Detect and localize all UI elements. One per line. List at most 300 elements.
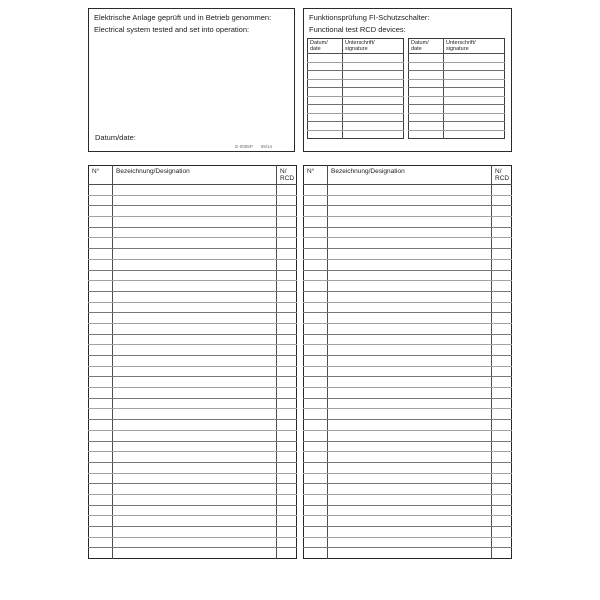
empty-cell: [304, 420, 328, 431]
empty-cell: [328, 217, 492, 228]
empty-cell: [304, 356, 328, 367]
empty-cell: [277, 537, 297, 548]
empty-cell: [409, 105, 444, 114]
empty-row: [304, 185, 512, 196]
empty-cell: [343, 62, 404, 71]
column-header-rcd: N/ RCD: [277, 166, 297, 185]
empty-cell: [492, 494, 512, 505]
empty-cell: [328, 302, 492, 313]
column-header-signature: Unterschrift/ signature: [444, 39, 505, 54]
empty-cell: [409, 113, 444, 122]
empty-cell: [113, 281, 277, 292]
empty-cell: [277, 527, 297, 538]
empty-cell: [277, 259, 297, 270]
empty-cell: [409, 79, 444, 88]
empty-cell: [492, 217, 512, 228]
empty-row: [89, 548, 297, 559]
empty-cell: [304, 185, 328, 196]
empty-row: [89, 366, 297, 377]
empty-cell: [304, 291, 328, 302]
empty-cell: [492, 259, 512, 270]
empty-row: [308, 105, 404, 114]
column-header-no: N°: [89, 166, 113, 185]
empty-cell: [277, 281, 297, 292]
empty-cell: [304, 334, 328, 345]
empty-cell: [304, 366, 328, 377]
empty-row: [89, 270, 297, 281]
designation-header-row: [89, 166, 297, 185]
empty-cell: [328, 420, 492, 431]
empty-row: [89, 249, 297, 260]
empty-cell: [328, 291, 492, 302]
empty-cell: [304, 227, 328, 238]
empty-cell: [492, 238, 512, 249]
empty-cell: [304, 249, 328, 260]
empty-cell: [89, 313, 113, 324]
form-code-number: E-0005P: [235, 144, 253, 149]
commissioning-box: [88, 8, 295, 152]
empty-cell: [113, 323, 277, 334]
empty-cell: [89, 398, 113, 409]
rcd-header-row: [409, 39, 505, 54]
empty-row: [304, 527, 512, 538]
column-header-date: Datum/ date: [308, 39, 343, 54]
empty-cell: [277, 195, 297, 206]
empty-cell: [277, 452, 297, 463]
empty-row: [89, 334, 297, 345]
empty-cell: [277, 323, 297, 334]
empty-row: [304, 281, 512, 292]
empty-cell: [328, 356, 492, 367]
commissioning-title-en: Electrical system tested and set into operation:: [94, 24, 250, 34]
empty-cell: [113, 548, 277, 559]
empty-cell: [113, 302, 277, 313]
empty-cell: [113, 516, 277, 527]
empty-row: [409, 62, 505, 71]
empty-cell: [113, 195, 277, 206]
empty-cell: [328, 537, 492, 548]
empty-cell: [304, 527, 328, 538]
empty-cell: [304, 388, 328, 399]
empty-cell: [277, 206, 297, 217]
date-label: Datum/date:: [95, 133, 136, 142]
empty-cell: [492, 291, 512, 302]
empty-cell: [89, 409, 113, 420]
empty-cell: [89, 206, 113, 217]
empty-row: [304, 238, 512, 249]
designation-table-right: [303, 165, 512, 559]
empty-cell: [328, 462, 492, 473]
column-header-no: N°: [304, 166, 328, 185]
empty-cell: [328, 398, 492, 409]
empty-cell: [328, 473, 492, 484]
empty-cell: [308, 96, 343, 105]
empty-cell: [89, 227, 113, 238]
empty-cell: [492, 409, 512, 420]
empty-row: [304, 345, 512, 356]
empty-row: [304, 537, 512, 548]
empty-cell: [444, 113, 505, 122]
empty-cell: [89, 473, 113, 484]
empty-cell: [492, 323, 512, 334]
column-header-date: Datum/ date: [409, 39, 444, 54]
empty-cell: [277, 185, 297, 196]
empty-cell: [89, 334, 113, 345]
empty-row: [409, 122, 505, 131]
empty-cell: [343, 96, 404, 105]
commissioning-title-de: Elektrische Anlage geprüft und in Betrieb genommen:: [94, 13, 272, 22]
rcd-table-body: [409, 54, 505, 139]
empty-cell: [113, 249, 277, 260]
empty-cell: [277, 409, 297, 420]
empty-cell: [492, 516, 512, 527]
empty-row: [304, 452, 512, 463]
empty-cell: [113, 484, 277, 495]
empty-cell: [328, 484, 492, 495]
empty-row: [89, 259, 297, 270]
empty-cell: [308, 62, 343, 71]
empty-row: [304, 217, 512, 228]
empty-cell: [113, 217, 277, 228]
empty-cell: [308, 71, 343, 80]
empty-cell: [444, 54, 505, 63]
empty-row: [304, 366, 512, 377]
empty-row: [89, 185, 297, 196]
empty-cell: [113, 398, 277, 409]
empty-cell: [492, 388, 512, 399]
empty-cell: [328, 227, 492, 238]
empty-cell: [277, 484, 297, 495]
empty-row: [304, 548, 512, 559]
empty-cell: [89, 505, 113, 516]
empty-cell: [277, 516, 297, 527]
empty-cell: [277, 238, 297, 249]
column-header-signature: Unterschrift/ signature: [343, 39, 404, 54]
rcd-table-body: [308, 54, 404, 139]
empty-cell: [409, 96, 444, 105]
empty-cell: [328, 377, 492, 388]
empty-cell: [277, 377, 297, 388]
empty-cell: [89, 516, 113, 527]
empty-cell: [277, 249, 297, 260]
empty-row: [304, 249, 512, 260]
empty-cell: [492, 527, 512, 538]
empty-cell: [113, 356, 277, 367]
empty-cell: [113, 420, 277, 431]
empty-cell: [328, 185, 492, 196]
empty-cell: [89, 420, 113, 431]
empty-row: [89, 398, 297, 409]
empty-cell: [328, 249, 492, 260]
empty-cell: [328, 366, 492, 377]
column-header-designation: Bezeichnung/Designation: [113, 166, 277, 185]
empty-cell: [113, 334, 277, 345]
empty-cell: [113, 452, 277, 463]
empty-cell: [277, 505, 297, 516]
empty-row: [89, 356, 297, 367]
empty-row: [89, 462, 297, 473]
empty-cell: [304, 441, 328, 452]
empty-cell: [304, 377, 328, 388]
empty-cell: [277, 366, 297, 377]
empty-cell: [308, 130, 343, 139]
empty-row: [409, 96, 505, 105]
empty-row: [409, 113, 505, 122]
empty-cell: [304, 452, 328, 463]
empty-row: [304, 398, 512, 409]
empty-cell: [444, 130, 505, 139]
empty-row: [89, 227, 297, 238]
empty-cell: [277, 398, 297, 409]
empty-cell: [343, 122, 404, 131]
empty-row: [89, 323, 297, 334]
empty-cell: [304, 281, 328, 292]
empty-cell: [304, 409, 328, 420]
empty-cell: [89, 323, 113, 334]
empty-cell: [492, 452, 512, 463]
empty-row: [89, 217, 297, 228]
empty-cell: [113, 345, 277, 356]
empty-cell: [304, 259, 328, 270]
empty-cell: [89, 281, 113, 292]
empty-cell: [492, 484, 512, 495]
empty-row: [89, 473, 297, 484]
empty-cell: [343, 71, 404, 80]
empty-cell: [304, 270, 328, 281]
empty-cell: [113, 527, 277, 538]
empty-cell: [277, 270, 297, 281]
designation-table-left: [88, 165, 297, 559]
empty-cell: [304, 484, 328, 495]
empty-cell: [492, 345, 512, 356]
empty-cell: [492, 548, 512, 559]
empty-row: [304, 473, 512, 484]
empty-row: [308, 54, 404, 63]
empty-cell: [304, 505, 328, 516]
empty-row: [89, 441, 297, 452]
empty-cell: [304, 238, 328, 249]
empty-cell: [89, 302, 113, 313]
empty-cell: [492, 537, 512, 548]
empty-cell: [444, 71, 505, 80]
empty-cell: [113, 206, 277, 217]
empty-row: [89, 377, 297, 388]
empty-cell: [89, 356, 113, 367]
empty-row: [89, 430, 297, 441]
empty-row: [304, 377, 512, 388]
empty-cell: [328, 238, 492, 249]
empty-row: [89, 420, 297, 431]
empty-cell: [304, 323, 328, 334]
empty-cell: [89, 259, 113, 270]
empty-row: [89, 484, 297, 495]
empty-cell: [409, 88, 444, 97]
empty-cell: [113, 291, 277, 302]
empty-cell: [343, 113, 404, 122]
empty-cell: [343, 88, 404, 97]
empty-cell: [89, 291, 113, 302]
empty-cell: [89, 185, 113, 196]
empty-cell: [328, 259, 492, 270]
empty-row: [308, 88, 404, 97]
empty-cell: [113, 313, 277, 324]
column-header-designation: Bezeichnung/Designation: [328, 166, 492, 185]
empty-cell: [409, 71, 444, 80]
empty-cell: [328, 505, 492, 516]
empty-row: [304, 227, 512, 238]
empty-cell: [113, 441, 277, 452]
empty-cell: [328, 313, 492, 324]
empty-cell: [492, 377, 512, 388]
empty-cell: [492, 334, 512, 345]
empty-cell: [304, 537, 328, 548]
empty-row: [308, 113, 404, 122]
empty-cell: [277, 334, 297, 345]
empty-cell: [277, 388, 297, 399]
empty-cell: [328, 548, 492, 559]
empty-row: [304, 291, 512, 302]
form-code: [235, 144, 272, 149]
empty-row: [308, 122, 404, 131]
rcd-title-de: Funktionsprüfung FI-Schutzschalter:: [309, 13, 430, 22]
empty-cell: [492, 398, 512, 409]
empty-cell: [304, 462, 328, 473]
empty-cell: [113, 537, 277, 548]
empty-cell: [277, 462, 297, 473]
rcd-title-en: Functional test RCD devices:: [309, 24, 406, 34]
empty-cell: [89, 484, 113, 495]
empty-row: [308, 71, 404, 80]
empty-row: [304, 313, 512, 324]
empty-row: [409, 71, 505, 80]
empty-cell: [409, 130, 444, 139]
empty-cell: [492, 249, 512, 260]
empty-cell: [304, 430, 328, 441]
empty-row: [89, 494, 297, 505]
empty-cell: [492, 430, 512, 441]
empty-cell: [343, 79, 404, 88]
empty-cell: [113, 409, 277, 420]
empty-cell: [304, 473, 328, 484]
empty-row: [409, 88, 505, 97]
empty-cell: [409, 62, 444, 71]
rcd-header-row: [308, 39, 404, 54]
empty-cell: [328, 281, 492, 292]
empty-cell: [277, 227, 297, 238]
empty-row: [89, 527, 297, 538]
empty-cell: [304, 548, 328, 559]
empty-row: [304, 430, 512, 441]
empty-row: [89, 388, 297, 399]
empty-row: [304, 195, 512, 206]
empty-row: [409, 79, 505, 88]
empty-cell: [277, 345, 297, 356]
empty-row: [304, 420, 512, 431]
empty-cell: [304, 516, 328, 527]
empty-cell: [492, 441, 512, 452]
empty-cell: [89, 452, 113, 463]
empty-row: [304, 259, 512, 270]
empty-row: [308, 62, 404, 71]
designation-table-body: [304, 185, 512, 559]
empty-row: [89, 281, 297, 292]
empty-cell: [113, 366, 277, 377]
empty-row: [304, 323, 512, 334]
empty-cell: [89, 195, 113, 206]
rcd-signature-table-2: [408, 38, 505, 139]
empty-cell: [343, 130, 404, 139]
empty-cell: [492, 302, 512, 313]
empty-cell: [444, 79, 505, 88]
empty-cell: [492, 227, 512, 238]
empty-cell: [89, 217, 113, 228]
empty-row: [89, 302, 297, 313]
rcd-test-box: [303, 8, 512, 152]
empty-cell: [308, 54, 343, 63]
empty-cell: [343, 54, 404, 63]
empty-cell: [89, 430, 113, 441]
empty-cell: [89, 494, 113, 505]
empty-cell: [328, 527, 492, 538]
empty-row: [409, 130, 505, 139]
empty-cell: [304, 398, 328, 409]
empty-cell: [343, 105, 404, 114]
empty-cell: [277, 302, 297, 313]
empty-cell: [89, 548, 113, 559]
empty-row: [89, 206, 297, 217]
empty-cell: [308, 105, 343, 114]
empty-cell: [304, 494, 328, 505]
empty-row: [89, 345, 297, 356]
empty-cell: [89, 249, 113, 260]
empty-cell: [277, 548, 297, 559]
empty-row: [89, 537, 297, 548]
empty-cell: [308, 88, 343, 97]
empty-cell: [304, 206, 328, 217]
empty-row: [308, 130, 404, 139]
empty-cell: [113, 259, 277, 270]
form-code-revision: 09/14: [260, 144, 272, 149]
empty-row: [89, 409, 297, 420]
column-header-rcd: N/ RCD: [492, 166, 512, 185]
empty-cell: [444, 96, 505, 105]
empty-cell: [277, 356, 297, 367]
empty-row: [409, 105, 505, 114]
empty-cell: [328, 409, 492, 420]
empty-cell: [89, 366, 113, 377]
empty-row: [304, 484, 512, 495]
empty-cell: [444, 62, 505, 71]
empty-cell: [492, 281, 512, 292]
empty-cell: [492, 185, 512, 196]
empty-row: [304, 388, 512, 399]
empty-cell: [304, 313, 328, 324]
empty-cell: [89, 238, 113, 249]
empty-cell: [277, 430, 297, 441]
empty-cell: [328, 441, 492, 452]
empty-row: [304, 356, 512, 367]
empty-cell: [492, 313, 512, 324]
empty-cell: [277, 473, 297, 484]
empty-row: [308, 79, 404, 88]
empty-cell: [113, 430, 277, 441]
empty-cell: [492, 505, 512, 516]
empty-cell: [89, 527, 113, 538]
empty-cell: [277, 217, 297, 228]
empty-cell: [89, 462, 113, 473]
empty-row: [304, 409, 512, 420]
empty-row: [304, 505, 512, 516]
